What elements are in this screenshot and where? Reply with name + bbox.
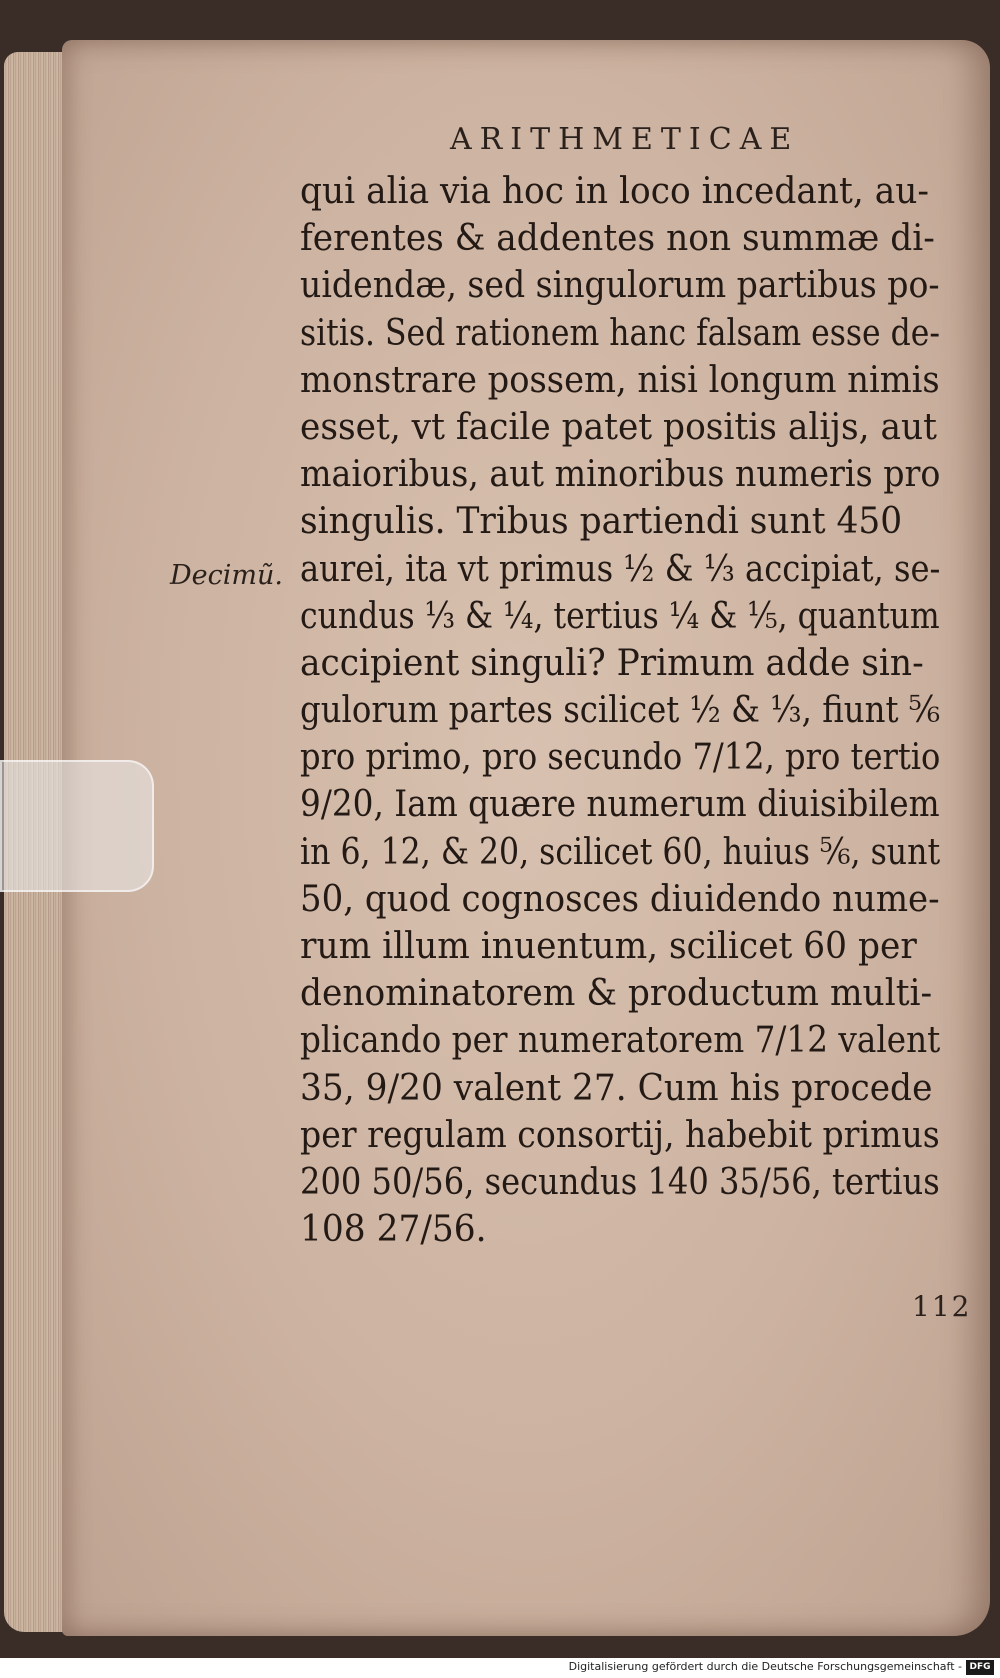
margin-note: Decimũ. [170,560,283,591]
text-line: 9/20, Iam quære numerum diuisibilem [300,784,940,826]
text-line: per regulam consortij, habebit primus [300,1114,940,1156]
text-line: monstrare possem, nisi longum nimis [300,359,940,401]
main-text-block [300,168,970,1253]
digitization-footer [0,1658,1000,1678]
running-head: ARITHMETICAE [450,122,800,157]
text-line: accipient singuli? Primum adde sin- [300,642,924,684]
text-line: uidendæ, sed singulorum partibus po- [300,265,940,307]
text-line: pro primo, pro secundo 7/12, pro tertio [300,737,941,779]
text-line: maioribus, aut minoribus numeris pro [300,454,941,496]
text-line: 35, 9/20 valent 27. Cum his procede [300,1067,933,1109]
plastic-page-tab [0,760,154,892]
text-line: qui alia via hoc in loco incedant, au- [300,171,929,212]
text-line: gulorum partes scilicet ½ & ⅓, fiunt ⅚ [300,690,941,732]
footer-credit: Digitalisierung gefördert durch die Deutsche Forschungsgemeinschaft - [568,1660,962,1673]
page-number: 112 [912,1290,972,1323]
text-line: plicando per numeratorem 7/12 valent [300,1020,941,1062]
text-line: ferentes & addentes non summæ di- [300,218,935,260]
text-line: aurei, ita vt primus ½ & ⅓ accipiat, se- [300,548,941,590]
text-line: in 6, 12, & 20, scilicet 60, huius ⅚, sunt [300,831,941,873]
text-line: rum illum inuentum, scilicet 60 per [300,926,917,967]
text-line: esset, vt facile patet positis alijs, aut [300,406,937,448]
dfg-logo: DFG [966,1660,994,1675]
text-line: 50, quod cognosces diuidendo nume- [300,878,940,920]
text-line: denominatorem & productum multi- [300,973,933,1015]
text-line: sitis. Sed rationem hanc falsam esse de- [300,312,940,354]
text-line: 200 50/56, secundus 140 35/56, tertius [300,1161,940,1203]
text-line: cundus ⅓ & ¼, tertius ¼ & ⅕, quantum [300,595,940,637]
text-line: singulis. Tribus partiendi sunt 450 [300,501,903,543]
text-line: 108 27/56. [300,1209,487,1251]
